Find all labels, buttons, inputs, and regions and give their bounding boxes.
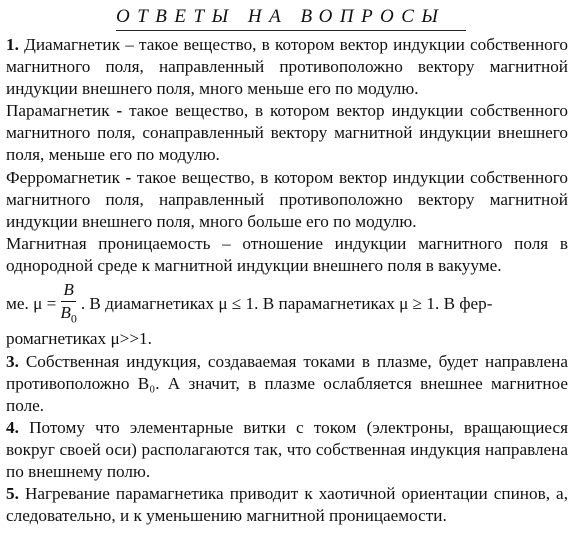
answer-text: Потому что элементарные витки с током (электроны, вращающиеся вокруг своей оси) располагаются так, что собственная индукция направлена по внешнему полю.	[6, 417, 568, 482]
answer-text: Собственная индукция, создаваемая токами в плазме, будет направлена противоположно B₀. А значит, в плазме ослабляется внешнее магнитное поле.	[6, 351, 568, 415]
denominator-symbol: B	[60, 303, 71, 323]
definition-text: такое вещество, в котором вектор индукции собственного магнитного поля, сонаправленный вектору магнитной индукции внешнего поля, меньше его по модулю.	[6, 101, 568, 165]
term: Ферромагнетик	[6, 167, 120, 187]
answer-text: Диамагнетик – такое вещество, в котором вектор индукции собственного магнитного поля, направленный противоположно вектору магнитной индукции внешнего поля, много меньше его по модулю.	[6, 35, 568, 99]
document-body	[6, 34, 568, 527]
denominator-subscript: 0	[70, 311, 77, 326]
formula-line	[6, 280, 568, 328]
definition-ferromagnet	[6, 167, 568, 233]
formula-tail: ромагнетиках μ>>1.	[6, 329, 152, 349]
formula-prefix: ме. μ =	[6, 294, 57, 314]
definition-text: Магнитная проницаемость – отношение индукции магнитного поля в однородной среде к магнитной индукции внешнего поля в вакууме.	[6, 233, 568, 275]
answer-number: 5.	[6, 484, 19, 504]
answer-number: 4.	[6, 417, 19, 437]
definition-permeability	[6, 233, 568, 277]
definition-text: такое вещество, в котором вектор индукции собственного магнитного поля, направленный противоположно вектору магнитной индукции внешнего поля, много больше его по модулю.	[6, 167, 569, 231]
fraction-numerator: B	[61, 280, 76, 302]
formula-continuation: . В диамагнетиках μ ≤ 1. В парамагнетиках μ ≥ 1. В фер-	[80, 294, 493, 314]
answer-text: Нагревание парамагнетика приводит к хаотичной ориентации спинов, а, следовательно, и к уменьшению магнитной проницаемости.	[6, 484, 568, 526]
fraction-denominator	[60, 302, 77, 328]
term: Парамагнетик	[6, 101, 110, 121]
term-separator: -	[119, 167, 137, 187]
answer-1	[6, 34, 568, 100]
fraction	[60, 280, 77, 328]
answer-4	[6, 417, 568, 483]
page-heading: ОТВЕТЫ НА ВОПРОСЫ	[116, 6, 466, 31]
answer-number: 3.	[6, 351, 19, 371]
answer-number: 1.	[6, 35, 19, 54]
answer-5	[6, 483, 568, 527]
answer-3	[6, 351, 568, 417]
term-separator: -	[109, 101, 130, 121]
definition-paramagnet	[6, 100, 568, 166]
